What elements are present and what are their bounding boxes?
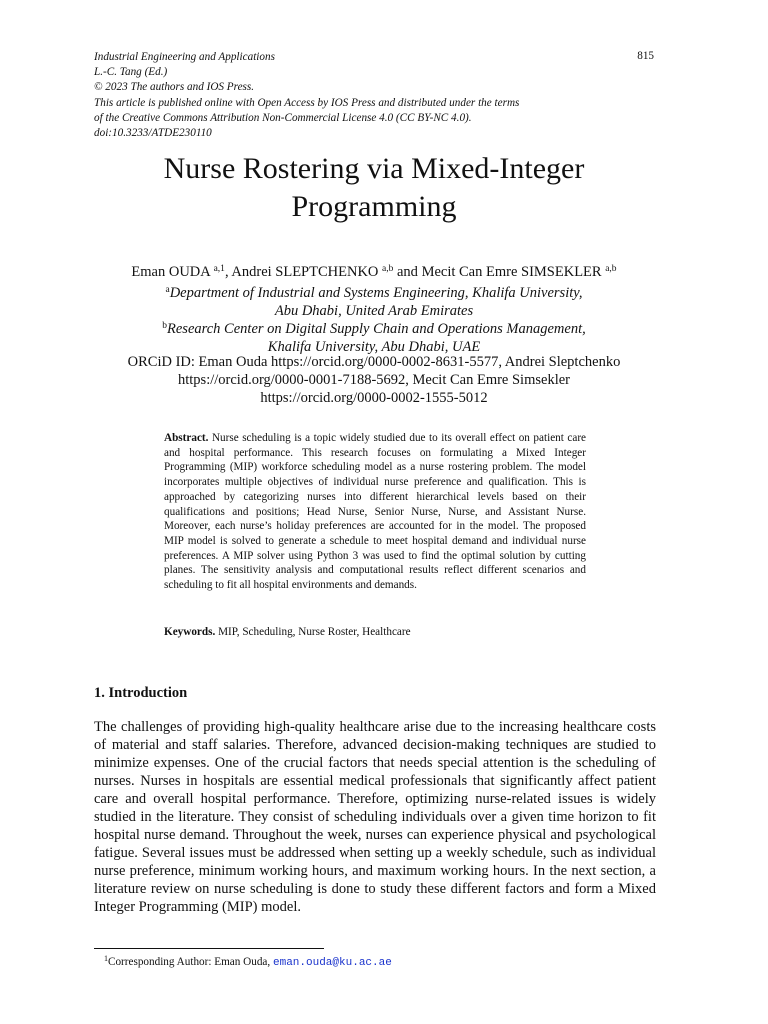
journal-name: Industrial Engineering and Applications	[94, 51, 275, 63]
page-number: 815	[637, 50, 654, 62]
abstract-text: Nurse scheduling is a topic widely studied due to its overall effect on patient care and hospital performance. This research focuses on formulating a Mixed Integer Programming (MIP) workforce scheduling model as a nurse rostering problem. The model incorporates multiple objectives of individual nurse preference and qualification. This is approached by categorizing nurses into different hierarchical levels based on their qualifications and positions; Head Nurse, Senior Nurse, Nurse, and Assistant Nurse. Moreover, each nurse’s holiday preferences are accounted for in the model. The proposed MIP model is solved to generate a schedule to meet hospital demand and individual nurse preferences. A MIP solver using Python 3 was used to find the optimal solution by cutting planes. The sensitivity analysis and computational results reflect different scenarios and scheduling to fit all hospital environments and demands.	[164, 432, 587, 592]
keywords-label: Keywords.	[164, 626, 216, 638]
footnote	[104, 952, 392, 970]
section-heading: 1. Introduction	[94, 685, 188, 701]
affiliation-a	[94, 281, 654, 320]
email-link[interactable]: eman.ouda@ku.ac.ae	[273, 957, 392, 969]
footnote-marker: 1	[104, 954, 108, 963]
title-line-1: Nurse Rostering via Mixed-Integer	[163, 152, 585, 185]
paper-title	[94, 150, 654, 226]
license-line-1: This article is published online with Open Access by IOS Press and distributed under the terms	[94, 96, 520, 109]
affiliation-marker: a	[165, 285, 170, 295]
doi-line: doi:10.3233/ATDE230110	[94, 127, 212, 140]
title-line-2: Programming	[291, 190, 457, 223]
author-affiliation-marker: a,b	[605, 264, 617, 274]
footnote-text: Corresponding Author: Eman Ouda,	[108, 956, 271, 968]
keywords-text: MIP, Scheduling, Nurse Roster, Healthcare	[218, 626, 411, 638]
license-line-2: of the Creative Commons Attribution Non-Commercial License 4.0 (CC BY-NC 4.0).	[94, 111, 472, 124]
affiliation-line: Department of Industrial and Systems Engineering, Khalifa University,	[169, 285, 583, 301]
keywords	[164, 625, 586, 640]
author-affiliation-marker: a,1	[213, 264, 225, 274]
body-paragraph: The challenges of providing high-quality healthcare arise due to the increasing healthcare costs of material and staff salaries. Therefore, advanced decision-making techniques are studied to minimize expenses. One of the crucial factors that needs special attention is the scheduling of nurses. Nurses in hospitals are essential medical professionals that significantly affect patient care and overall hospital performance. Therefore, optimizing nurse-related issues is widely studied in the literature. They consist of scheduling individuals over a given time horizon to fit hospital nurse demand. Throughout the week, nurses can experience physical and psychological fatigue. Several issues must be addressed when setting up a weekly schedule, such as individual nurse preference, minimum working hours, and maximum working hours. In the next section, a literature review on nurse scheduling is done to study these different factors and form a Mixed Integer Programming (MIP) model.	[94, 719, 656, 915]
abstract-label: Abstract.	[164, 432, 209, 444]
affiliation-marker: b	[162, 321, 168, 331]
author-list: Eman OUDA $^{a,1}$, Andrei SLEPTCHENKO $^{a,b}$ and Mecit Can Emre SIMSEKLER $^{a,b}$	[131, 264, 617, 280]
orcid-block	[94, 353, 654, 407]
author-affiliation-marker: a,b	[382, 264, 394, 274]
copyright-line: © 2023 The authors and IOS Press.	[94, 81, 255, 94]
author-name: Mecit Can Emre SIMSEKLER	[421, 264, 602, 280]
affiliation-line: Abu Dhabi, United Arab Emirates	[274, 303, 474, 319]
author-name: Eman OUDA	[131, 264, 210, 280]
affiliation-line: Khalifa University, Abu Dhabi, UAE	[267, 339, 481, 355]
author-name: Andrei SLEPTCHENKO	[231, 264, 379, 280]
orcid-line: https://orcid.org/0000-0001-7188-5692, Mecit Can Emre Simsekler	[178, 372, 570, 388]
journal-header	[94, 50, 654, 141]
author-connector: and	[397, 264, 418, 280]
footnote-divider	[94, 948, 324, 949]
orcid-line: https://orcid.org/0000-0002-1555-5012	[260, 390, 488, 406]
orcid-line: ORCiD ID: Eman Ouda https://orcid.org/0000-0002-8631-5577, Andrei Sleptchenko	[127, 354, 621, 370]
affiliation-b	[94, 317, 654, 356]
editor-line: L.-C. Tang (Ed.)	[94, 66, 168, 79]
affiliation-line: Research Center on Digital Supply Chain and Operations Management,	[167, 321, 586, 337]
abstract	[164, 431, 586, 593]
